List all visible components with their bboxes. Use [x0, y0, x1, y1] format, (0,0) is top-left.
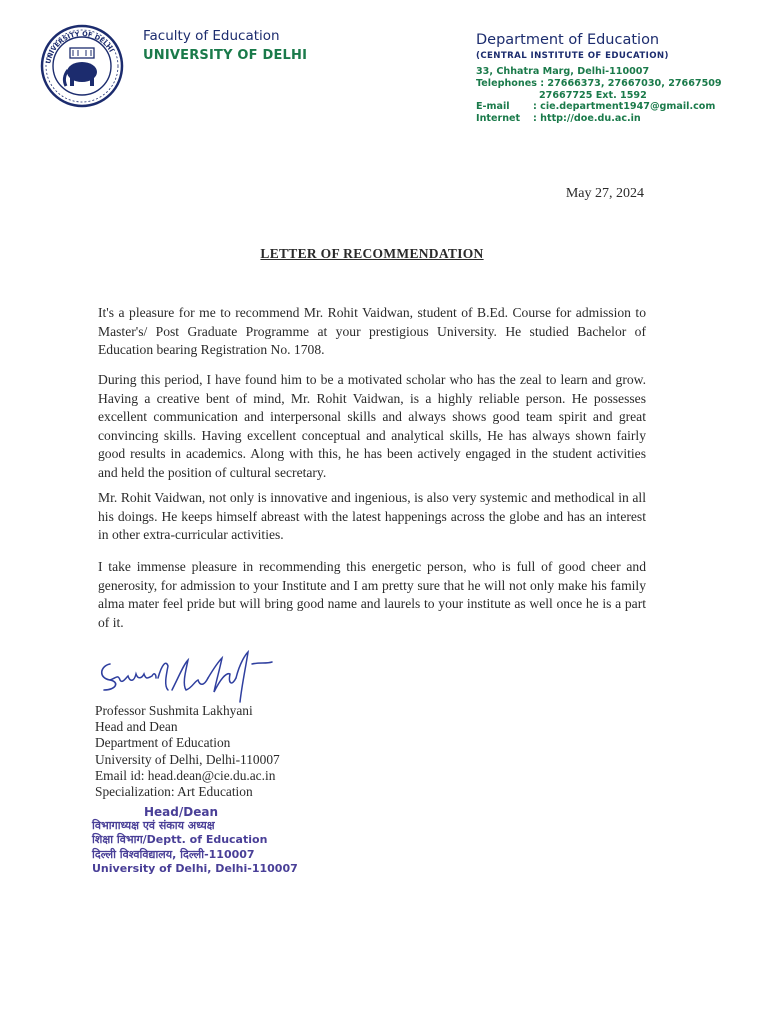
- department-name: Department of Education: [476, 32, 660, 48]
- website-link[interactable]: : http://doe.du.ac.in: [533, 113, 641, 124]
- university-seal-icon: [40, 24, 124, 108]
- signatory-name: Professor Sushmita Lakhyani: [95, 703, 253, 718]
- paragraph-methodical: Mr. Rohit Vaidwan, not only is innovative and ingenious, is also very systemic and methodical in all his doings. He keeps himself abreast with the latest happenings across the globe and has an interest in other extra-curricular activities.: [98, 490, 646, 543]
- letter-title: LETTER OF RECOMMENDATION: [260, 246, 484, 261]
- stamp-title: Head/Dean: [144, 805, 218, 819]
- department-telephones-extra: 27667725 Ext. 1592: [539, 90, 647, 101]
- stamp-line-hindi-university: दिल्ली विश्वविद्यालय, दिल्ली-110007: [92, 847, 255, 861]
- department-telephones: Telephones : 27666373, 27667030, 27667509: [476, 78, 722, 89]
- letter-date: May 27, 2024: [565, 186, 644, 201]
- email-link[interactable]: : cie.department1947@gmail.com: [533, 101, 716, 112]
- stamp-line-university: University of Delhi, Delhi-110007: [92, 862, 298, 876]
- paragraph-intro: It's a pleasure for me to recommend Mr. Rohit Vaidwan, student of B.Ed. Course for admission to Master's/ Post Graduate Programme at your prestigious University. He studied Bachelor of Education bearing Registration No. 1708.: [98, 305, 646, 358]
- official-stamp: [92, 805, 298, 877]
- signatory-specialization: Specialization: Art Education: [95, 784, 253, 800]
- university-name: UNIVERSITY OF DELHI: [143, 48, 308, 63]
- signatory-university: University of Delhi, Delhi-110007: [95, 751, 280, 767]
- stamp-line-department: शिक्षा विभाग/Deptt. of Education: [92, 833, 268, 847]
- department-subtitle: (CENTRAL INSTITUTE OF EDUCATION): [476, 51, 669, 61]
- signatory-department: Department of Education: [95, 735, 231, 751]
- paragraph-closing: I take immense pleasure in recommending this energetic person, who is full of good cheer and generosity, for admission to your Institute and I am pretty sure that he will not only make his family alma mater feel pride but will bring good name and laurels to your institute as well once he is a part of it.: [98, 559, 646, 630]
- department-address: 33, Chhatra Marg, Delhi-110007: [476, 66, 650, 77]
- internet-label: Internet: [476, 113, 521, 124]
- signatory-email: Email id: head.dean@cie.du.ac.in: [95, 767, 276, 783]
- signatory-position: Head and Dean: [95, 719, 178, 735]
- signatory-details: [95, 703, 280, 800]
- handwritten-signature: [96, 644, 278, 706]
- paragraph-qualities: During this period, I have found him to be a motivated scholar who has the zeal to learn and grow. Having a creative bent of mind, Mr. Rohit Vaidwan, is a highly reliable person. He possesses excellent communication and interpersonal skills and always shows good team spirit and great convincing skills. Having excellent conceptual and analytical skills, He has always shown fairly good results in academics. Along with this, he has been actively engaged in the student activities and held the position of cultural secretary.: [98, 372, 646, 480]
- faculty-name: Faculty of Education: [143, 28, 280, 44]
- svg-text:UNIVERSITY OF DELHI: UNIVERSITY OF DELHI: [44, 29, 116, 65]
- stamp-line-hindi-title: विभागाध्यक्ष एवं संकाय अध्यक्ष: [92, 819, 215, 832]
- email-label: E-mail: [476, 101, 510, 112]
